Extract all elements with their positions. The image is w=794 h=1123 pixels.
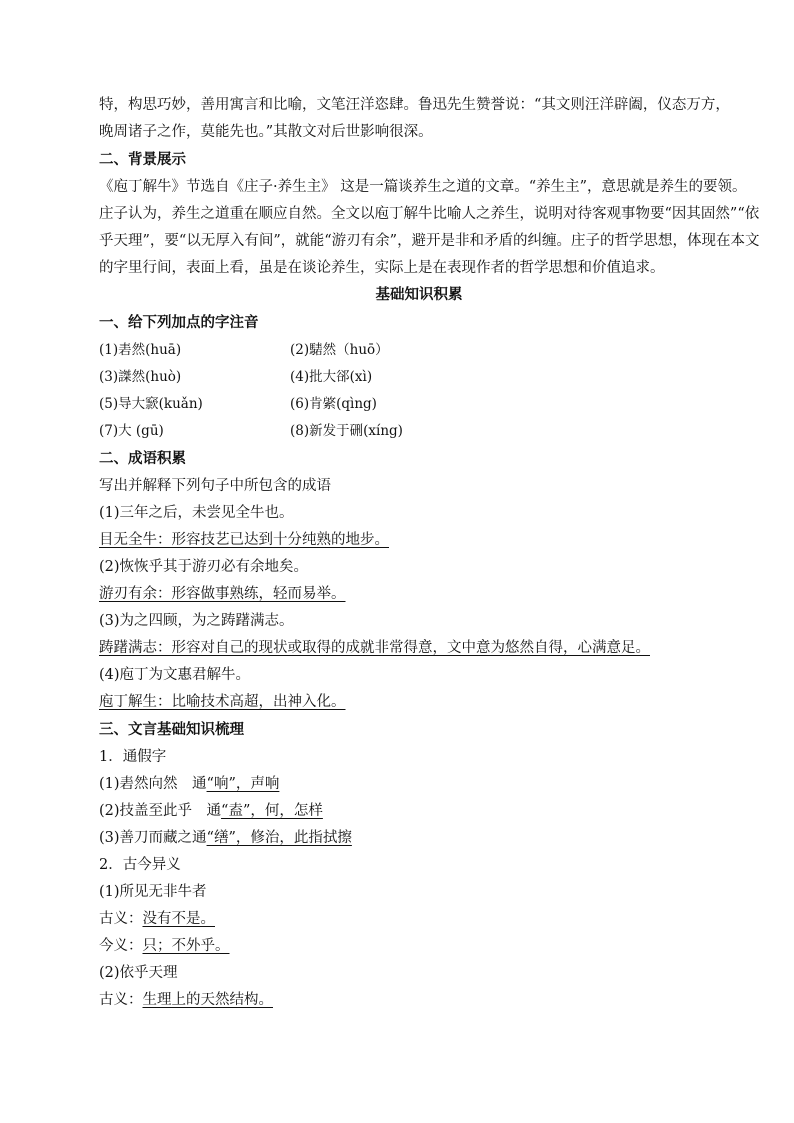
pronunciation-heading: 一、给下列加点的字注音 xyxy=(99,315,259,331)
tongjia-1-text: (1)砉然向然 通 xyxy=(99,776,207,792)
background-line-3: 乎天理”，要“以无厚入有间”，就能“游刃有余”，避开是非和矛盾的纠缠。庄子的哲学思想，体现在本文 xyxy=(99,233,760,249)
gujin-1-new-meaning xyxy=(99,936,719,956)
classical-heading: 三、文言基础知识梳理 xyxy=(99,722,244,738)
pron-item-2: (2)騞然（huō） xyxy=(290,342,389,358)
background-line-2: 庄子认为，养生之道重在顺应自然。全文以庖丁解牛比喻人之养生，说明对待客观事物要“因其固然”“依 xyxy=(99,206,760,222)
idiom-question-4: (4)庖丁为文惠君解牛。 xyxy=(99,667,251,683)
gujin-item-2: (2)依乎天理 xyxy=(99,965,178,981)
intro-line-2: 晚周诸子之作，莫能先也。”其散文对后世影响很深。 xyxy=(99,124,433,140)
pron-item-1: (1)砉然(huā) xyxy=(99,342,182,358)
gujin-1-old-label: 古义： xyxy=(99,911,143,927)
pron-item-6: (6)肯綮(qìng) xyxy=(290,396,377,412)
pron-item-7: (7)大 (gū) xyxy=(99,423,164,439)
pron-item-3: (3)謋然(huò) xyxy=(99,369,182,385)
pronunciation-row-4 xyxy=(99,421,719,441)
gujin-1-old-answer: 没有不是。 xyxy=(142,911,215,927)
idioms-instruction: 写出并解释下列句子中所包含的成语 xyxy=(99,478,331,494)
tongjia-2-text: (2)技盖至此乎 通 xyxy=(99,803,222,819)
idiom-question-3: (3)为之四顾，为之踌躇满志。 xyxy=(99,613,294,629)
tongjia-3-text: (3)善刀而藏之通 xyxy=(99,830,207,846)
idiom-question-2: (2)恢恢乎其于游刃必有余地矣。 xyxy=(99,559,309,575)
idiom-question-1: (1)三年之后，未尝见全牛也。 xyxy=(99,505,294,521)
pron-item-4: (4)批大郤(xì) xyxy=(290,369,373,385)
pronunciation-row-1 xyxy=(99,340,719,360)
gujin-1-new-answer: 只；不外乎。 xyxy=(142,938,230,954)
background-line-1: 《庖丁解牛》节选自《庄子·养生主》 这是一篇谈养生之道的文章。“养生主”，意思就是养生的要领。 xyxy=(99,179,747,195)
tongjia-2-answer: “盍”，何，怎样 xyxy=(221,803,323,819)
pron-item-8: (8)新发于硎(xíng) xyxy=(290,423,403,439)
idiom-answer-3: 踌躇满志：形容对自己的现状或取得的成就非常得意，文中意为悠然自得，心满意足。 xyxy=(99,640,650,656)
section-title: 基础知识积累 xyxy=(375,287,463,303)
pron-item-5: (5)导大窾(kuǎn) xyxy=(99,396,203,412)
idiom-answer-4: 庖丁解生：比喻技术高超，出神入化。 xyxy=(99,694,346,710)
idiom-answer-2: 游刃有余：形容做事熟练，轻而易举。 xyxy=(99,586,346,602)
idiom-answer-1: 目无全牛：形容技艺已达到十分纯熟的地步。 xyxy=(99,532,389,548)
pronunciation-row-3 xyxy=(99,394,719,414)
tongjia-item-1 xyxy=(99,774,719,794)
tongjia-item-3 xyxy=(99,828,719,848)
gujin-2-old-label: 古义： xyxy=(99,992,143,1008)
tongjia-1-answer: “响”，声响 xyxy=(206,776,280,792)
gujin-2-old-meaning xyxy=(99,990,719,1010)
background-line-4: 的字里行间，表面上看，虽是在谈论养生，实际上是在表现作者的哲学思想和价值追求。 xyxy=(99,260,665,276)
intro-line-1: 特，构思巧妙，善用寓言和比喻，文笔汪洋恣肆。鲁迅先生赞誉说：“其文则汪洋辟阖，仪态万方， xyxy=(99,97,730,113)
gujin-item-1: (1)所见无非牛者 xyxy=(99,884,207,900)
pronunciation-row-2 xyxy=(99,367,719,387)
tongjia-3-answer: “缮”，修治，此指拭擦 xyxy=(206,830,352,846)
background-heading: 二、背景展示 xyxy=(99,152,186,168)
tongjia-subheading: 1．通假字 xyxy=(99,749,167,765)
gujin-1-new-label: 今义： xyxy=(99,938,143,954)
gujin-subheading: 2．古今异义 xyxy=(99,857,181,873)
tongjia-item-2 xyxy=(99,801,719,821)
gujin-2-old-answer: 生理上的天然结构。 xyxy=(142,992,273,1008)
gujin-1-old-meaning xyxy=(99,909,719,929)
idioms-heading: 二、成语积累 xyxy=(99,451,186,467)
